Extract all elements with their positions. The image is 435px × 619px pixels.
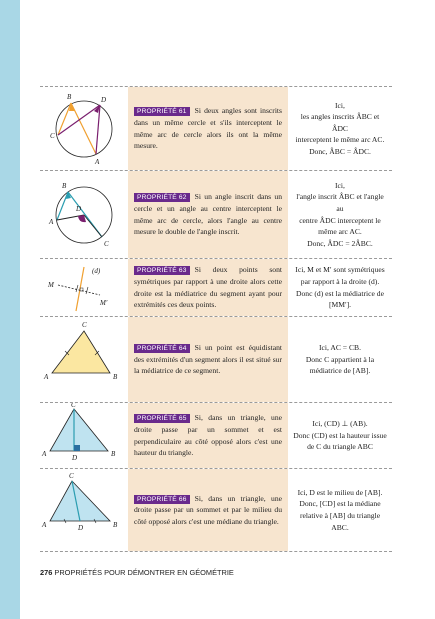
example-line: Donc (d) est la médiatrice de xyxy=(296,288,384,298)
example-line: par rapport à la droite (d). xyxy=(300,276,380,286)
figure-label: B xyxy=(67,93,72,101)
property-text: Si un point est équidistant des extrémités d'un segment alors il est situé sur la médiatrice de ce segment. xyxy=(134,343,282,376)
figure-isosceles-triangle xyxy=(40,317,128,402)
example-cell xyxy=(288,317,392,402)
property-text: Si, dans un triangle, une droite passe par un sommet et est perpendiculaire au côté opposé alors c'est une hauteur du triangle. xyxy=(134,413,282,458)
example-cell xyxy=(288,469,392,551)
property-panel xyxy=(128,469,288,551)
figure-label: B xyxy=(62,182,67,190)
property-text: Si deux angles sont inscrits dans un même cercle et s'ils interceptent le même arc de cercle alors ils ont la même mesure. xyxy=(134,106,282,151)
section-title: PROPRIÉTÉS POUR DÉMONTRER EN GÉOMÉTRIE xyxy=(54,568,234,577)
properties-table xyxy=(40,86,392,552)
figure-label: M′ xyxy=(100,299,108,307)
property-text: Si un angle inscrit dans un cercle et un angle au centre interceptent le même arc de cercle, alors l'angle au centre mesure le double de l'angle inscrit. xyxy=(134,192,282,237)
example-line: Donc, ÂBC = ÂDC. xyxy=(309,146,371,156)
property-text: Si, dans un triangle, une droite passe par un sommet et par le milieu du côté opposé alors c'est une médiane du triangle. xyxy=(134,493,282,526)
example-cell xyxy=(288,403,392,468)
example-line: Ici, (CD) ⊥ (AB). xyxy=(312,419,368,429)
example-cell xyxy=(288,171,392,258)
side-color-band xyxy=(0,0,20,619)
figure-triangle-median xyxy=(40,469,128,551)
example-line: interceptent le même arc AC. xyxy=(295,135,385,145)
figure-label: C xyxy=(69,472,74,480)
example-line: Ici, M et M′ sont symétriques xyxy=(295,265,385,275)
figure-label: D xyxy=(76,205,82,213)
figure-label: B xyxy=(111,450,116,458)
page-footer xyxy=(40,568,234,577)
property-panel xyxy=(128,171,288,258)
figure-label: D xyxy=(72,454,78,462)
figure-label: B xyxy=(113,521,118,529)
property-text: Si deux points sont symétriques par rapport à une droite alors cette droite est la médiatrice du segment ayant pour extrémités ces deux points. xyxy=(134,265,282,310)
example-line: [MM′]. xyxy=(328,300,352,310)
property-row-66 xyxy=(40,468,392,552)
example-cell xyxy=(288,87,392,170)
property-panel xyxy=(128,403,288,468)
figure-label: A xyxy=(44,373,49,381)
page-number: 276 xyxy=(40,568,53,577)
example-line: Ici, xyxy=(335,100,345,110)
figure-label: D xyxy=(101,96,107,104)
example-line: Ici, AC = CB. xyxy=(318,343,362,353)
property-badge: PROPRIÉTÉ 64 xyxy=(134,344,190,353)
example-line: Donc (CD) est la hauteur issue xyxy=(293,430,387,440)
property-row-61 xyxy=(40,86,392,170)
property-panel xyxy=(128,87,288,170)
example-line: centre ÂDC interceptent le xyxy=(299,215,381,225)
figure-label: C xyxy=(104,240,109,248)
figure-label: A xyxy=(42,521,47,529)
example-line: relative à [AB] du triangle xyxy=(299,511,381,520)
figure-label: A xyxy=(49,218,54,226)
figure-label: C xyxy=(82,321,87,329)
figure-inscribed-angles xyxy=(40,87,128,170)
figure-label: A xyxy=(95,158,100,166)
example-line: Donc, [CD] est la médiane xyxy=(299,499,381,509)
property-badge: PROPRIÉTÉ 65 xyxy=(134,414,190,423)
figure-label: D xyxy=(78,524,84,532)
example-cell xyxy=(288,259,392,316)
figure-label: A xyxy=(42,450,47,458)
example-line: médiatrice de [AB]. xyxy=(309,366,371,376)
property-badge: PROPRIÉTÉ 66 xyxy=(134,495,190,504)
figure-center-angle xyxy=(40,171,128,258)
property-panel xyxy=(128,259,288,316)
figure-label: B xyxy=(113,373,118,381)
example-line: ABC. xyxy=(331,522,349,532)
property-row-62 xyxy=(40,170,392,258)
property-row-63 xyxy=(40,258,392,316)
example-line: les angles inscrits ÂBC et ÂDC xyxy=(300,112,380,133)
figure-label: C xyxy=(50,132,55,140)
property-badge: PROPRIÉTÉ 61 xyxy=(134,107,190,116)
figure-label: (d) xyxy=(92,267,101,275)
example-line: Donc C appartient à la xyxy=(305,354,375,364)
example-line: de C du triangle ABC xyxy=(307,442,373,452)
figure-triangle-height xyxy=(40,403,128,468)
example-line: l'angle inscrit ÂBC et l'angle au xyxy=(296,192,384,213)
property-badge: PROPRIÉTÉ 62 xyxy=(134,193,190,202)
figure-label: M xyxy=(48,281,54,289)
property-panel xyxy=(128,317,288,402)
figure-label: C xyxy=(71,403,76,409)
property-badge: PROPRIÉTÉ 63 xyxy=(134,266,190,275)
example-line: Ici, D est le milieu de [AB]. xyxy=(297,487,383,497)
property-row-64 xyxy=(40,316,392,402)
example-line: Ici, xyxy=(335,180,345,190)
example-line: Donc, ÂDC = 2ÂBC. xyxy=(307,238,373,248)
property-row-65 xyxy=(40,402,392,468)
example-line: même arc AC. xyxy=(318,227,362,237)
figure-perpendicular-bisector xyxy=(40,259,128,316)
